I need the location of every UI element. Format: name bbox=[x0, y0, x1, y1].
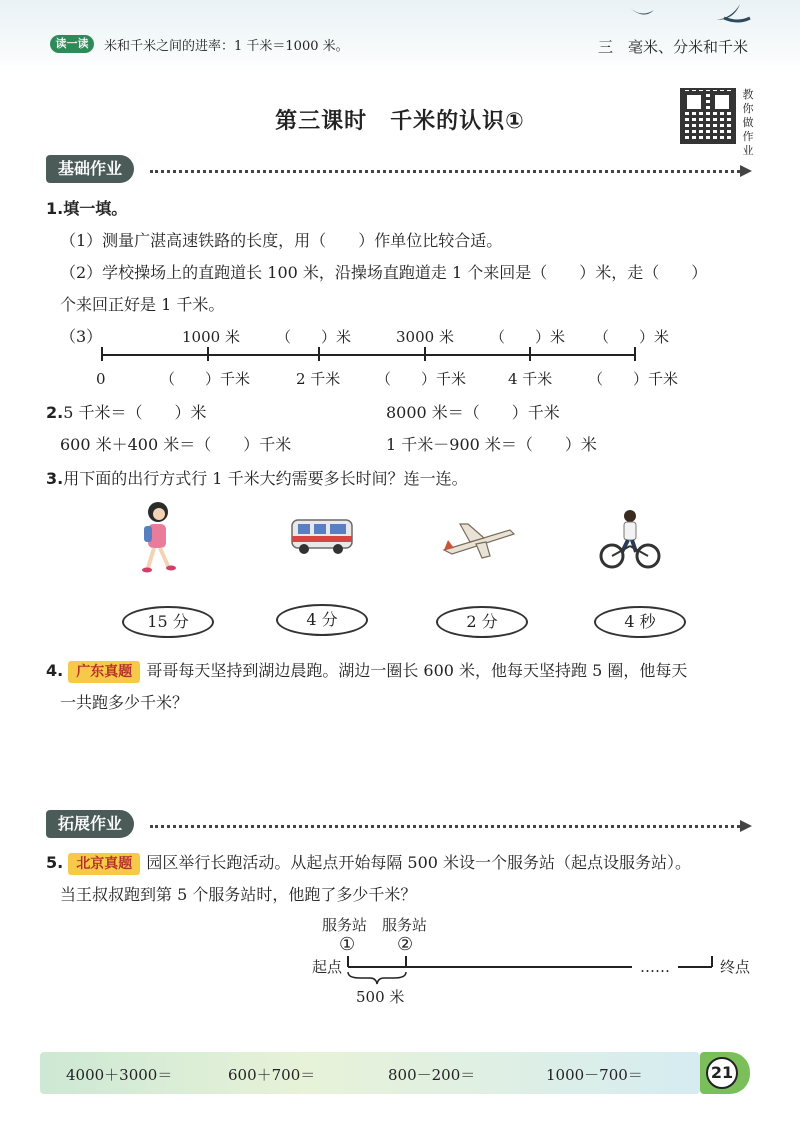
q3-text: 用下面的出行方式行 1 千米大约需要多长时间？连一连。 bbox=[63, 469, 468, 488]
section-divider bbox=[150, 825, 740, 828]
exam-source-tag: 北京真题 bbox=[68, 853, 140, 875]
track-line bbox=[348, 966, 632, 968]
q1-p2-text-b: ）米，走（ bbox=[579, 263, 660, 282]
question-1-title: 填一填。 bbox=[63, 199, 128, 218]
top-label: 3000 米 bbox=[396, 328, 454, 346]
time-option[interactable]: 15 分 bbox=[122, 606, 214, 638]
top-label-blank[interactable]: （ ）米 bbox=[276, 328, 352, 346]
question-number: 3. bbox=[46, 469, 64, 488]
q2-a-text[interactable]: 5 千米＝（ ）米 bbox=[63, 403, 207, 422]
question-2-b[interactable]: 8000 米＝（ ）千米 bbox=[386, 403, 560, 422]
question-1-part-2-cont: 个来回正好是 1 千米。 bbox=[60, 295, 225, 314]
oral-calc-item[interactable]: 1000－700＝ bbox=[546, 1066, 643, 1084]
bottom-label: 0 bbox=[96, 370, 106, 388]
end-label: 终点 bbox=[720, 958, 751, 976]
q5-line-1: 园区举行长跑活动。从起点开始每隔 500 米设一个服务站（起点设服务站）。 bbox=[146, 853, 692, 872]
chapter-title: 三 毫米、分米和千米 bbox=[597, 38, 748, 56]
time-option[interactable]: 4 分 bbox=[276, 604, 368, 636]
bottom-label: 2 千米 bbox=[296, 370, 341, 388]
question-number: 5. bbox=[46, 853, 64, 872]
question-3-text bbox=[46, 468, 468, 490]
cyclist-icon bbox=[598, 506, 662, 572]
page-number: 21 bbox=[706, 1057, 738, 1089]
qr-code-icon[interactable] bbox=[680, 88, 736, 144]
number-line-tick bbox=[424, 347, 426, 361]
section-divider bbox=[150, 170, 740, 173]
ellipsis: …… bbox=[640, 958, 670, 976]
section-extended-label: 拓展作业 bbox=[46, 810, 134, 838]
track-tick bbox=[405, 956, 407, 967]
brace-icon bbox=[346, 970, 408, 986]
question-number: 2. bbox=[46, 403, 64, 422]
start-label: 起点 bbox=[312, 958, 343, 976]
question-1-part-1 bbox=[60, 230, 502, 252]
top-label-blank[interactable]: （ ）米 bbox=[594, 328, 670, 346]
question-2-c[interactable]: 600 米＋400 米＝（ ）千米 bbox=[60, 435, 292, 454]
question-number: 4. bbox=[46, 661, 64, 680]
question-2-a bbox=[46, 402, 207, 424]
qr-caption bbox=[741, 88, 755, 158]
bus-icon bbox=[290, 516, 356, 556]
read-tip-badge: 读一读 bbox=[50, 35, 94, 53]
q1-p2-text-c: ） bbox=[691, 263, 708, 282]
distance-label: 500 米 bbox=[356, 988, 405, 1006]
track-tick bbox=[347, 956, 349, 967]
number-line bbox=[102, 354, 636, 356]
bottom-label-blank[interactable]: （ ）千米 bbox=[376, 370, 467, 388]
time-option[interactable]: 2 分 bbox=[436, 606, 528, 638]
exam-source-tag: 广东真题 bbox=[68, 661, 140, 683]
question-number: 1. bbox=[46, 199, 64, 218]
question-1-part-2 bbox=[60, 262, 707, 284]
top-label-blank[interactable]: （ ）米 bbox=[490, 328, 566, 346]
qr-caption-char: 做 bbox=[742, 116, 754, 129]
question-5-line-1 bbox=[46, 852, 691, 875]
qr-caption-char: 你 bbox=[742, 102, 754, 115]
station-label: 服务站 bbox=[382, 916, 428, 934]
oral-calc-item[interactable]: 600＋700＝ bbox=[228, 1066, 316, 1084]
track-tick bbox=[711, 956, 713, 967]
oral-calc-item[interactable]: 800－200＝ bbox=[388, 1066, 476, 1084]
q1-p1-text-b: ）作单位比较合适。 bbox=[358, 231, 503, 250]
bottom-label: 4 千米 bbox=[508, 370, 553, 388]
question-4-line-1 bbox=[46, 660, 687, 683]
number-line-tick bbox=[529, 347, 531, 361]
number-line-tick bbox=[101, 347, 103, 361]
question-2-d[interactable]: 1 千米－900 米＝（ ）米 bbox=[386, 435, 597, 454]
q4-line-1: 哥哥每天坚持到湖边晨跑。湖边一圈长 600 米，他每天坚持跑 5 圈，他每天 bbox=[146, 661, 688, 680]
question-1-part-3-label: （3） bbox=[60, 327, 103, 346]
bottom-label-blank[interactable]: （ ）千米 bbox=[160, 370, 251, 388]
number-line-tick bbox=[318, 347, 320, 361]
bottom-label-blank[interactable]: （ ）千米 bbox=[588, 370, 679, 388]
top-label: 1000 米 bbox=[182, 328, 240, 346]
oral-calc-item[interactable]: 4000＋3000＝ bbox=[66, 1066, 173, 1084]
page-title: 第三课时 千米的认识① bbox=[275, 109, 525, 134]
question-1-heading bbox=[46, 198, 127, 220]
qr-caption-char: 业 bbox=[742, 144, 754, 157]
walking-girl-icon bbox=[130, 500, 190, 574]
question-5-line-2: 当王叔叔跑到第 5 个服务站时，他跑了多少千米？ bbox=[60, 885, 417, 904]
qr-caption-char: 教 bbox=[742, 88, 754, 101]
qr-caption-char: 作 bbox=[742, 130, 754, 143]
station-label: 服务站 bbox=[322, 916, 368, 934]
arrow-right-icon bbox=[740, 820, 752, 832]
read-tip-text: 米和千米之间的进率：1 千米＝1000 米。 bbox=[104, 39, 349, 54]
station-number: ① bbox=[339, 934, 356, 955]
time-option[interactable]: 4 秒 bbox=[594, 606, 686, 638]
station-number: ② bbox=[397, 934, 414, 955]
track-line bbox=[678, 966, 712, 968]
number-line-tick bbox=[207, 347, 209, 361]
number-line-tick bbox=[634, 347, 636, 361]
section-basic-label: 基础作业 bbox=[46, 155, 134, 183]
question-4-line-2: 一共跑多少千米？ bbox=[60, 693, 189, 712]
q1-p1-text-a: （1）测量广湛高速铁路的长度，用（ bbox=[60, 231, 327, 250]
q1-p2-text-a: （2）学校操场上的直跑道长 100 米，沿操场直跑道走 1 个来回是（ bbox=[60, 263, 548, 282]
arrow-right-icon bbox=[740, 165, 752, 177]
birds-icon bbox=[620, 0, 770, 34]
airplane-icon bbox=[440, 520, 516, 560]
